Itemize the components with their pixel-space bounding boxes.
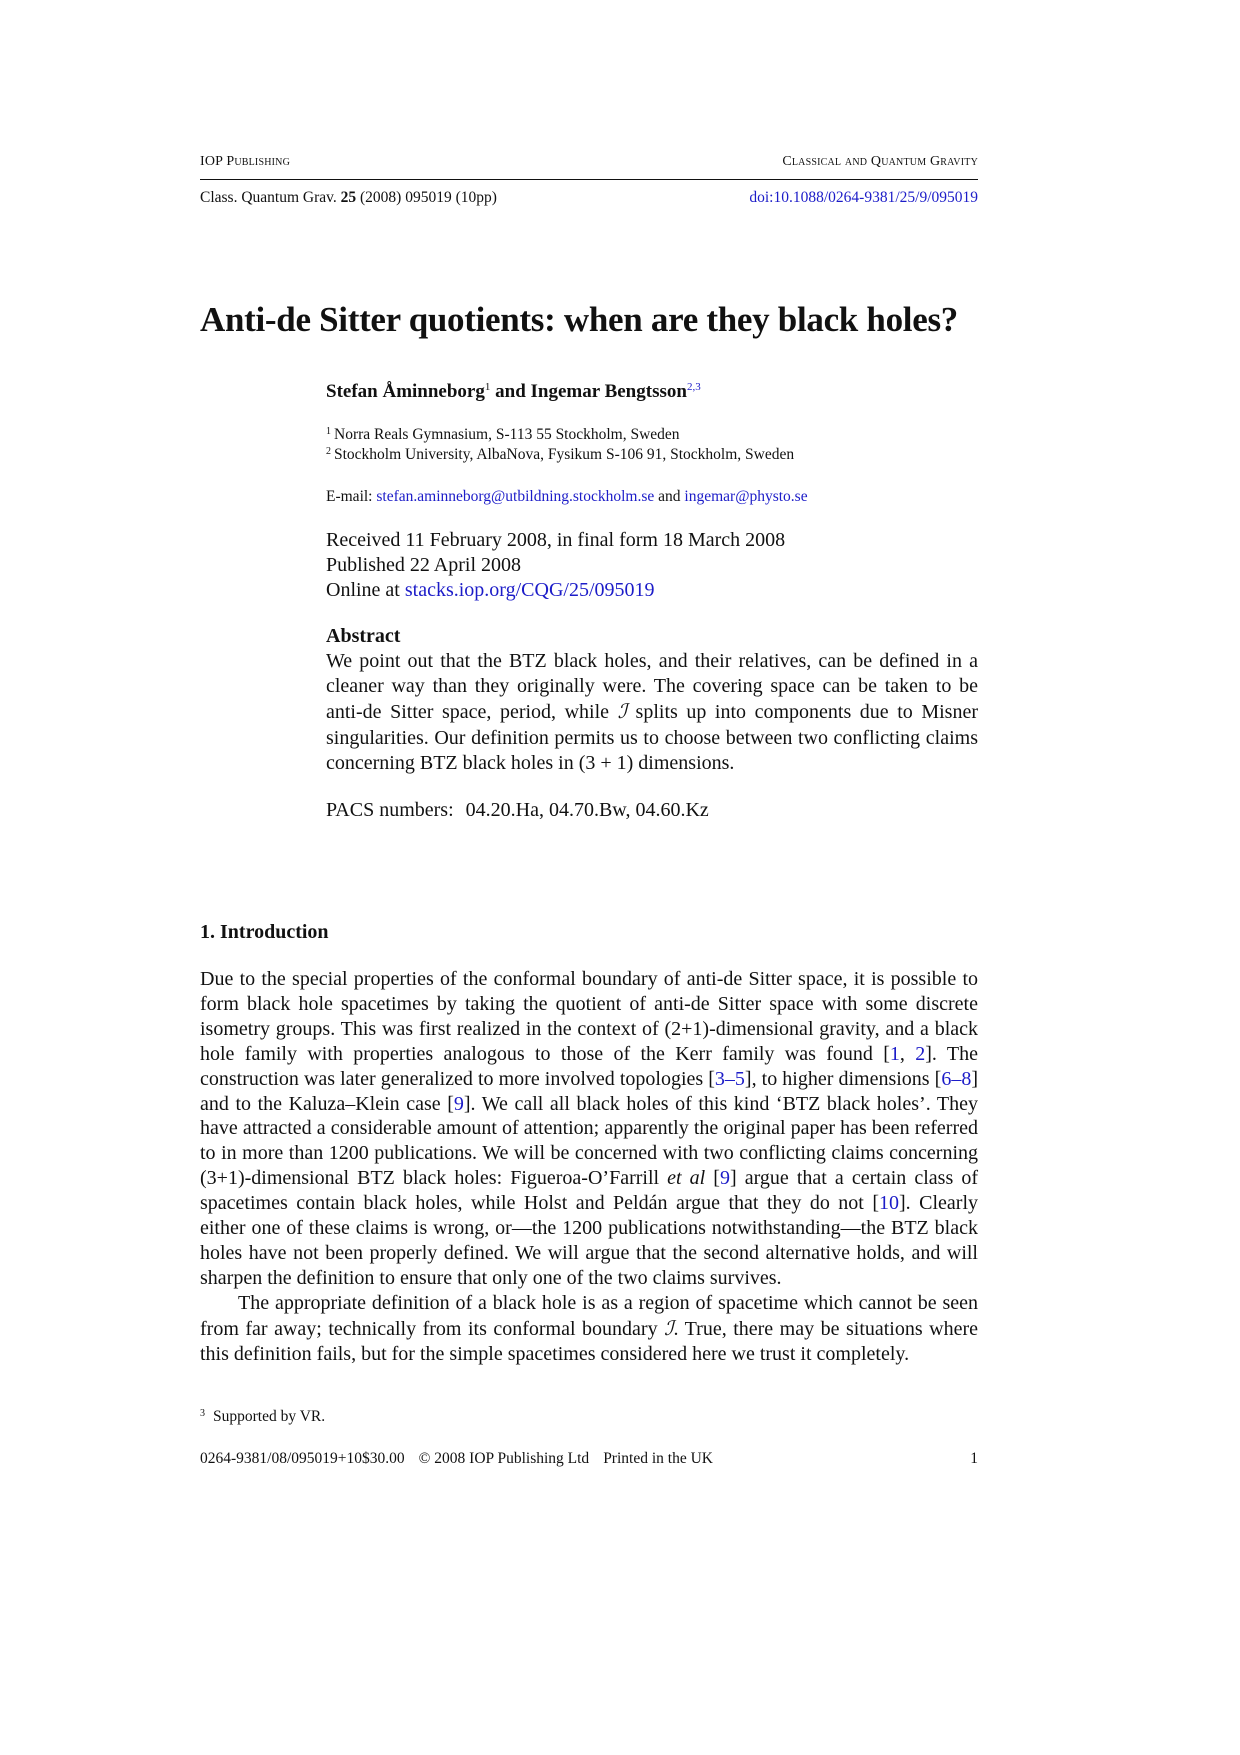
- author-list: [326, 379, 978, 405]
- online-line: [326, 578, 978, 603]
- journal-citation: [200, 188, 497, 208]
- affiliation-item: [326, 425, 978, 445]
- text-run: . True, there may be situations where this definition fails, but for the simple spacetimes considered here we trust it completely.: [200, 1317, 979, 1365]
- page-footer: [200, 1449, 978, 1469]
- reference-link[interactable]: 2: [915, 1042, 926, 1065]
- email-line: [326, 487, 978, 507]
- footer-code: 0264-9381/08/095019+10$30.00: [200, 1450, 405, 1467]
- text-run: ,: [899, 1042, 916, 1065]
- abstract-text: [326, 649, 978, 776]
- affiliation-mark: 1: [484, 381, 491, 393]
- email-label: E-mail:: [326, 488, 377, 505]
- affiliation-text: Stockholm University, AlbaNova, Fysikum S-106 91, Stockholm, Sweden: [334, 446, 795, 463]
- page-number: 1: [970, 1450, 978, 1467]
- scri-symbol: ℐ: [617, 699, 627, 724]
- running-head: [200, 153, 978, 171]
- text-run: Due to the special properties of the conformal boundary of anti-de Sitter space, it is possible to form black hole spacetimes by taking the quotient of anti-de Sitter space with some discrete isometry groups. This was first realized in the context of (2+1)-dimensional gravity, and a black hole family with properties analogous to those of the Kerr family was found [: [200, 968, 978, 1065]
- volume: 25: [340, 189, 357, 206]
- abstract-text-part: splits up into components due to Misner singularities. Our definition permits us to choose between two conflicting claims concerning BTZ black holes in (3 + 1) dimensions.: [326, 701, 978, 774]
- reference-link[interactable]: 3–5: [714, 1067, 745, 1090]
- author-name: Ingemar Bengtsson: [530, 381, 687, 402]
- paragraph: [200, 1291, 978, 1367]
- paragraph: [200, 967, 978, 1291]
- footnote: [200, 1407, 978, 1427]
- abstract: [326, 624, 978, 776]
- publication-dates: [326, 528, 978, 603]
- published-date: Published 22 April 2008: [326, 554, 522, 576]
- affiliation-mark-link[interactable]: 2,3: [686, 381, 701, 393]
- text-run: ], to higher dimensions [: [744, 1067, 942, 1090]
- publisher-name: IOP Publishing: [200, 154, 291, 169]
- footnote-mark: 3: [200, 1408, 205, 1419]
- et-al: et al: [667, 1167, 706, 1190]
- email-link[interactable]: stefan.aminneborg@utbildning.stockholm.se: [376, 488, 655, 505]
- footer-info: [200, 1449, 713, 1469]
- reference-link[interactable]: 9: [453, 1092, 464, 1115]
- affiliation-mark: 2: [326, 446, 331, 457]
- abstract-heading: Abstract: [326, 625, 401, 647]
- citation-line: [200, 188, 978, 208]
- online-label: Online at: [326, 579, 405, 601]
- section-body: [200, 967, 978, 1367]
- email-link[interactable]: ingemar@physto.se: [684, 488, 808, 505]
- text-run: ] argue that a certain class of spacetimes contain black holes, while Holst and Peldán argue that they do not [: [200, 1167, 978, 1215]
- paper-title: Anti-de Sitter quotients: when are they black holes?: [200, 300, 958, 339]
- text-run: ]. We call all black holes of this kind ‘BTZ black holes’. They have attracted a considerable amount of attention; apparently the original paper has been referred to in more than 1200 publications. We will be concerned with two conflicting claims concerning (3+1)-dimensional BTZ black holes: Figueroa-O’Farrill: [200, 1092, 978, 1190]
- pacs-numbers: [326, 798, 978, 823]
- text-run: The appropriate definition of a black hole is as a region of spacetime which cannot be seen from far away; technically from its conformal boundary: [200, 1291, 978, 1340]
- abstract-text-part: We point out that the BTZ black holes, and their relatives, can be defined in a cleaner way than they originally were. The covering space can be taken to be anti-de Sitter space, period, while: [326, 650, 978, 724]
- journal-abbrev: Class. Quantum Grav.: [200, 189, 337, 206]
- pacs-values: 04.20.Ha, 04.70.Bw, 04.60.Kz: [465, 799, 709, 821]
- section-heading: 1. Introduction: [200, 921, 329, 943]
- author-name: Stefan Åminneborg: [326, 381, 485, 402]
- text-run: ]. The construction was later generalized to more involved topologies [: [200, 1042, 979, 1090]
- reference-link[interactable]: 1: [889, 1042, 900, 1065]
- online-link[interactable]: stacks.iop.org/CQG/25/095019: [404, 579, 655, 601]
- text-run: [: [705, 1167, 720, 1190]
- pacs-label: PACS numbers:: [326, 799, 454, 821]
- footer-printed: Printed in the UK: [603, 1450, 713, 1467]
- header-rule: [200, 179, 978, 180]
- email-connector: and: [654, 488, 685, 505]
- affiliation-item: [326, 445, 978, 465]
- reference-link[interactable]: 6–8: [941, 1067, 972, 1090]
- affiliation-mark: 1: [326, 426, 331, 437]
- affiliations: [326, 425, 978, 465]
- reference-link[interactable]: 9: [719, 1167, 730, 1190]
- reference-link[interactable]: 10: [879, 1192, 899, 1215]
- footnote-text: Supported by VR.: [213, 1408, 326, 1425]
- scri-symbol: ℐ: [664, 1315, 674, 1340]
- doi-link[interactable]: doi:10.1088/0264-9381/25/9/095019: [749, 189, 978, 206]
- text-run: ] and to the Kaluza–Klein case [: [200, 1067, 978, 1115]
- citation-rest: (2008) 095019 (10pp): [360, 189, 497, 206]
- author-connector: and: [490, 381, 531, 402]
- text-run: ]. Clearly either one of these claims is wrong, or—the 1200 publications notwithstanding—the BTZ black holes have not been properly defined. We will argue that the second alternative holds, and will sharpen the definition to ensure that only one of the two claims survives.: [200, 1192, 978, 1289]
- journal-name: Classical and Quantum Gravity: [782, 154, 978, 169]
- footer-copyright: © 2008 IOP Publishing Ltd: [418, 1450, 590, 1467]
- received-date: Received 11 February 2008, in final form 18 March 2008: [326, 529, 786, 551]
- affiliation-text: Norra Reals Gymnasium, S-113 55 Stockholm, Sweden: [334, 426, 680, 443]
